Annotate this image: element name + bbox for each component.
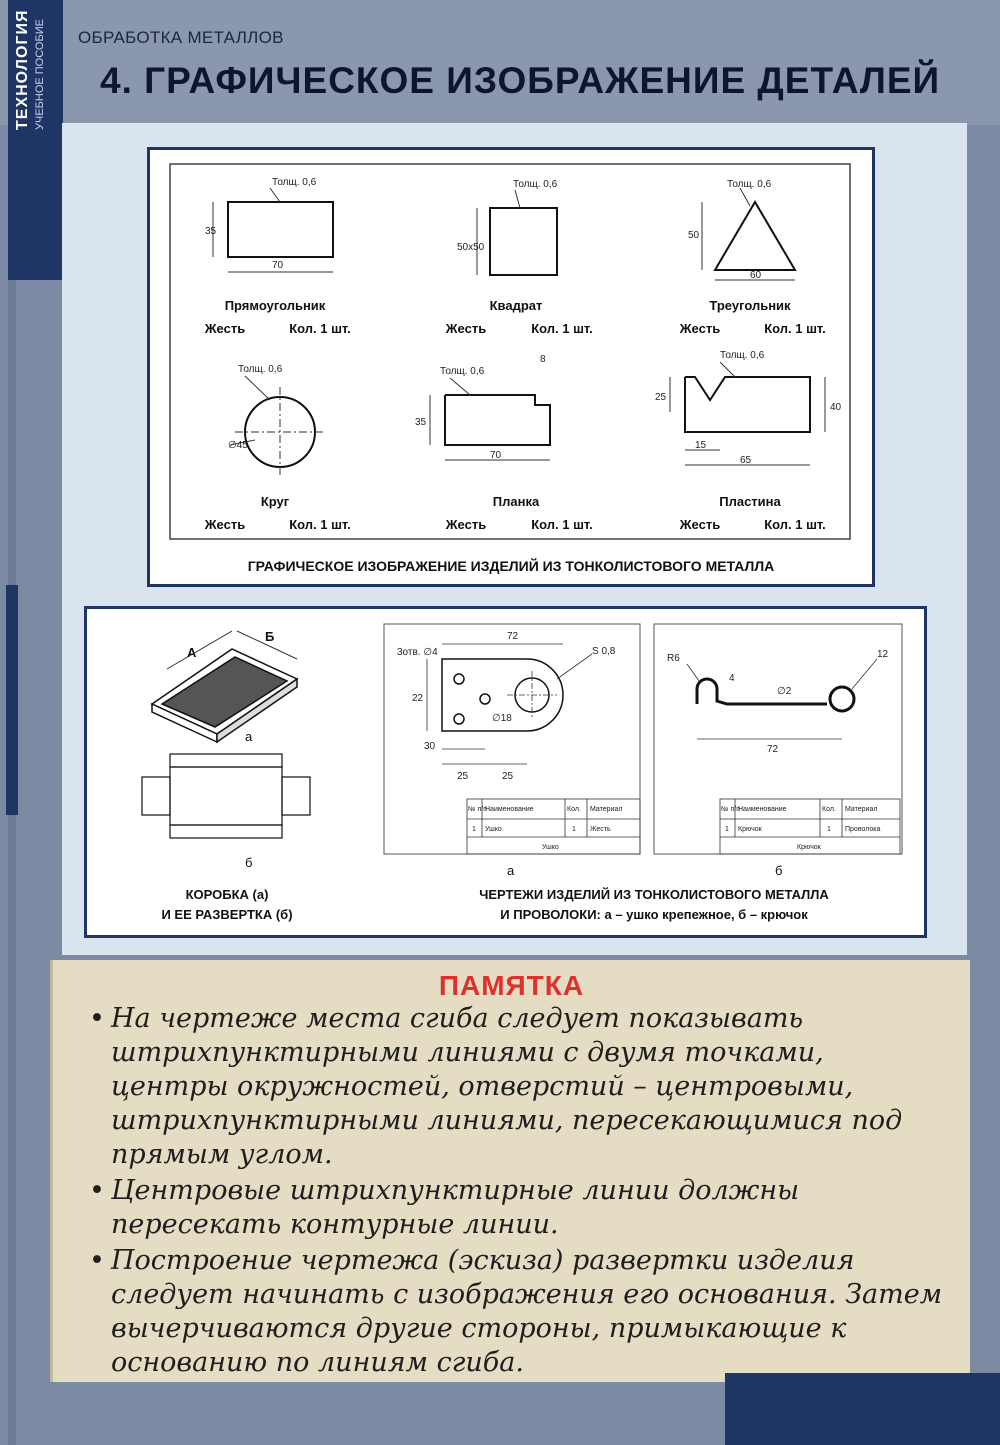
dim-eye-30: 30 — [424, 741, 436, 752]
table-b-r2: 1 — [827, 826, 831, 833]
figure-box-drawing — [87, 609, 924, 935]
dim-eye-length: 72 — [507, 631, 519, 642]
item-qty: Кол. 1 шт. — [289, 321, 351, 336]
side-tab — [8, 0, 63, 280]
dim-plate-width: 65 — [740, 455, 752, 466]
figure-thin-sheet-drawing — [150, 150, 872, 584]
dim-rect-height: 35 — [205, 226, 217, 237]
topic-label: ОБРАБОТКА МЕТАЛЛОВ — [78, 28, 284, 47]
dim-hook-radius: R6 — [667, 653, 680, 664]
item-qty: Кол. 1 шт. — [531, 517, 593, 532]
dim-eye-25a: 25 — [457, 771, 469, 782]
caption-right-1: ЧЕРТЕЖИ ИЗДЕЛИЙ ИЗ ТОНКОЛИСТОВОГО МЕТАЛЛА — [479, 887, 829, 902]
dim-circle: ∅45 — [228, 440, 248, 451]
memo-item: • Построение чертежа (эскиза) развертки изделия следует начинать с изображения его основания. Затем вычерчиваются другие стороны, примыкающие к основанию по линиям сгиба. — [89, 1244, 949, 1380]
box-letter-b: Б — [265, 629, 275, 644]
label-drawing-b: б — [775, 863, 783, 878]
figure1-caption: ГРАФИЧЕСКОЕ ИЗОБРАЖЕНИЕ ИЗДЕЛИЙ ИЗ ТОНКОЛИСТОВОГО МЕТАЛЛА — [247, 558, 775, 574]
table-a-h3: Материал — [590, 806, 623, 813]
dim-hook-4: 4 — [729, 673, 735, 684]
item-name: Пластина — [719, 494, 781, 509]
box-letter-a: А — [187, 645, 197, 660]
table-a-title: Ушко — [542, 844, 559, 851]
figure-box-and-drawings — [84, 606, 927, 938]
side-mark — [6, 585, 18, 815]
dim-eye-hole: ∅18 — [492, 713, 512, 724]
table-a-r3: Жесть — [590, 826, 611, 833]
dim-plate-notch: 25 — [655, 392, 667, 403]
table-b-h1: Наименование — [738, 806, 787, 813]
item-material: Жесть — [204, 321, 246, 336]
dim-triangle-base: 60 — [750, 270, 762, 281]
item-qty: Кол. 1 шт. — [531, 321, 593, 336]
side-subtitle: УЧЕБНОЕ ПОСОБИЕ — [34, 19, 46, 130]
item-material: Жесть — [445, 517, 487, 532]
thickness-label: Толщ. 0,6 — [727, 179, 772, 190]
table-b-r0: 1 — [725, 826, 729, 833]
item-material: Жесть — [679, 321, 721, 336]
label-b: б — [245, 855, 253, 870]
item-material: Жесть — [445, 321, 487, 336]
item-name: Круг — [260, 494, 290, 509]
table-b-h0: № п/п — [721, 806, 740, 813]
dim-eye-25b: 25 — [502, 771, 514, 782]
dim-rect-width: 70 — [272, 260, 284, 271]
dim-eye-thickness: S 0,8 — [592, 646, 616, 657]
table-a-h1: Наименование — [485, 806, 534, 813]
memo-panel — [50, 960, 970, 1382]
thickness-label: Толщ. 0,6 — [440, 366, 485, 377]
label-drawing-a: а — [507, 863, 515, 878]
item-name: Квадрат — [489, 298, 543, 313]
memo-item: • Центровые штрихпунктирные линии должны пересекать контурные линии. — [89, 1174, 949, 1242]
table-b-r1: Крючок — [738, 826, 762, 833]
dim-plate-offset: 15 — [695, 440, 707, 451]
dim-hook-wire: ∅2 — [777, 686, 792, 697]
figure-thin-sheet — [147, 147, 875, 587]
dim-planka-height: 35 — [415, 417, 427, 428]
item-material: Жесть — [204, 517, 246, 532]
item-qty: Кол. 1 шт. — [764, 321, 826, 336]
label-a: а — [245, 729, 253, 744]
caption-left-2: И ЕЕ РАЗВЕРТКА (б) — [161, 907, 293, 922]
table-b-h2: Кол. — [822, 806, 836, 813]
table-a-r0: 1 — [472, 826, 476, 833]
item-qty: Кол. 1 шт. — [764, 517, 826, 532]
caption-left-1: КОРОБКА (а) — [185, 887, 269, 902]
thickness-label: Толщ. 0,6 — [720, 350, 765, 361]
memo-title: ПАМЯТКА — [438, 970, 585, 1001]
page-title: 4. ГРАФИЧЕСКОЕ ИЗОБРАЖЕНИЕ ДЕТАЛЕЙ — [100, 60, 941, 101]
table-b-h3: Материал — [845, 806, 878, 813]
dim-triangle-height: 50 — [688, 230, 700, 241]
table-a-r2: 1 — [572, 826, 576, 833]
table-a-h0: № п/п — [468, 806, 487, 813]
dim-hook-length: 72 — [767, 744, 779, 755]
table-a-h2: Кол. — [567, 806, 581, 813]
thickness-label: Толщ. 0,6 — [272, 177, 317, 188]
side-title: ТЕХНОЛОГИЯ — [14, 9, 31, 130]
item-name: Планка — [492, 494, 540, 509]
item-name: Прямоугольник — [224, 298, 326, 313]
item-qty: Кол. 1 шт. — [289, 517, 351, 532]
dim-eye-holes: 3отв. ∅4 — [397, 647, 438, 658]
dim-square: 50х50 — [457, 242, 485, 253]
thickness-label: Толщ. 0,6 — [513, 179, 558, 190]
item-name: Треугольник — [709, 298, 791, 313]
table-b-title: Крючок — [797, 844, 821, 851]
table-b-r3: Проволока — [845, 826, 881, 833]
caption-right-2: И ПРОВОЛОКИ: а – ушко крепежное, б – крючок — [500, 907, 808, 922]
side-strip — [8, 280, 16, 1445]
dim-planka-notch: 8 — [540, 354, 546, 365]
memo-item: • На чертеже места сгиба следует показывать штрихпунктирными линиями с двумя точками, центры окружностей, отверстий – центровыми, штрихпунктирными линиями, пересекающимися под прямым углом. — [89, 1002, 949, 1172]
thickness-label: Толщ. 0,6 — [238, 364, 283, 375]
dim-plate-height: 40 — [830, 402, 842, 413]
table-a-r1: Ушко — [485, 826, 502, 833]
dim-hook-ring: 12 — [877, 649, 889, 660]
dim-planka-width: 70 — [490, 450, 502, 461]
item-material: Жесть — [679, 517, 721, 532]
dim-eye-height: 22 — [412, 693, 424, 704]
memo-list — [89, 1002, 949, 1382]
corner-block — [725, 1373, 1000, 1445]
